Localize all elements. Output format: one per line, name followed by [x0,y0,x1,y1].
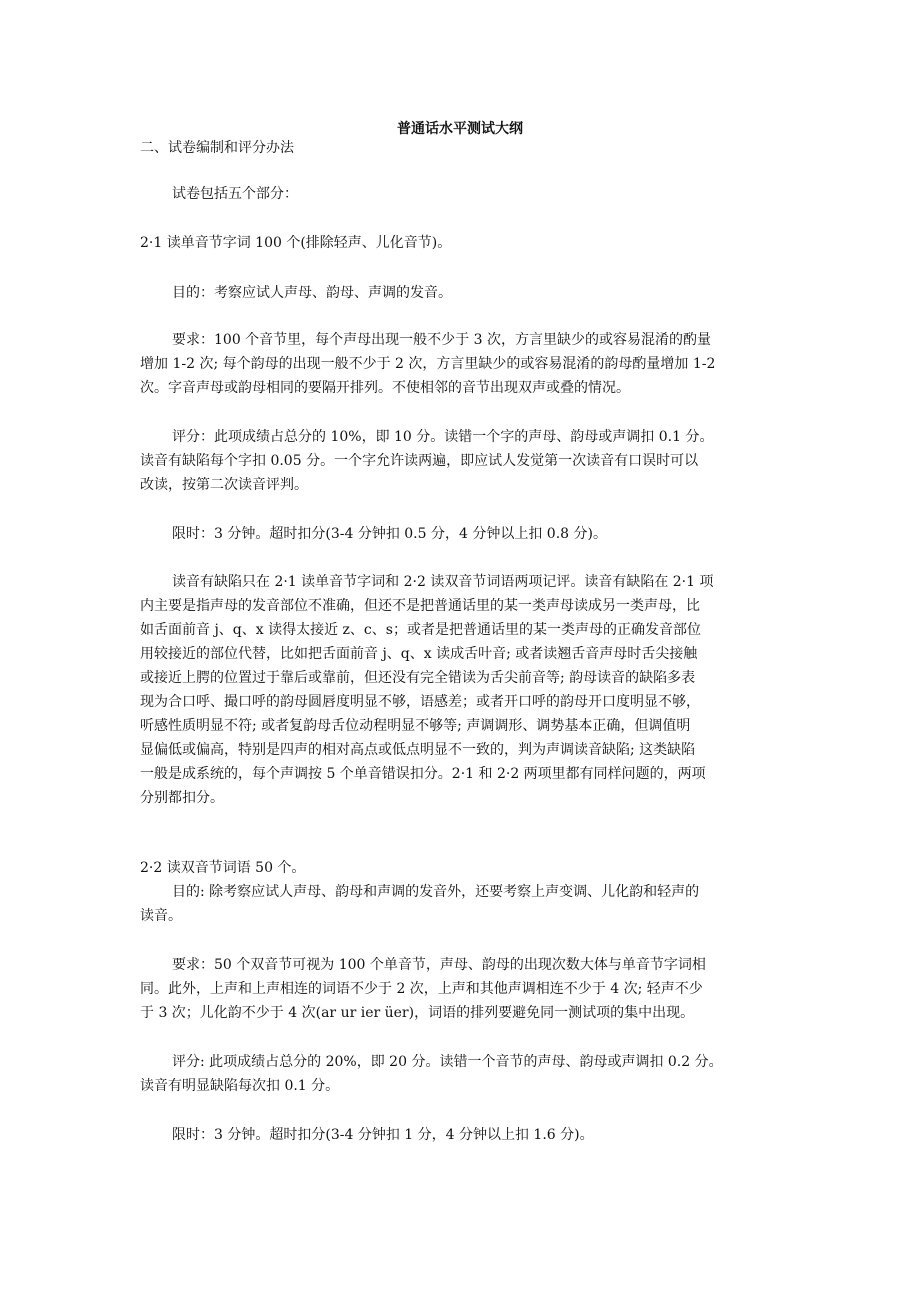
part2-scoring-line: 读音有明显缺陷每次扣 0.1 分。 [140,1078,340,1094]
part1-requirement-line: 次。字音声母或韵母相同的要隔开排列。不使相邻的音节出现双声或叠的情况。 [140,380,630,396]
part1-defect-line: 如舌面前音 j、q、x 读得太接近 z、c、s；或者是把普通话里的某一类声母的正确发音部位 [140,622,701,638]
part2-heading: 2·2 读双音节词语 50 个。 [140,860,306,876]
part2-time-limit: 限时：3 分钟。超时扣分(3-4 分钟扣 1 分，4 分钟以上扣 1.6 分)。 [172,1127,594,1143]
part2-purpose-line: 目的: 除考察应试人声母、韵母和声调的发音外，还要考察上声变调、儿化韵和轻声的 [172,884,700,900]
part1-requirement-line: 增加 1-2 次; 每个韵母的出现一般不少于 2 次，方言里缺少的或容易混淆的韵母酌量增加 1-2 [140,356,716,372]
part2-requirement-line: 同。此外，上声和上声相连的词语不少于 2 次，上声和其他声调相连不少于 4 次; 轻声不少 [140,981,703,997]
part1-scoring-line: 改读，按第二次读音评判。 [140,477,308,493]
part1-defect-line: 或接近上腭的位置过于靠后或靠前，但还没有完全错读为舌尖前音等; 韵母读音的缺陷多表 [140,670,696,686]
part1-defect-line: 显偏低或偏高，特别是四声的相对高点或低点明显不一致的，判为声调读音缺陷; 这类缺陷 [140,742,696,758]
intro-paragraph: 试卷包括五个部分： [172,186,298,202]
part1-defect-line: 用较接近的部位代替，比如把舌面前音 j、q、x 读成舌叶音; 或者读翘舌音声母时舌尖接触 [140,646,698,662]
part1-scoring-line: 评分：此项成绩占总分的 10%，即 10 分。读错一个字的声母、韵母或声调扣 0.1 分。 [172,429,714,445]
part2-scoring-line: 评分: 此项成绩占总分的 20%，即 20 分。读错一个音节的声母、韵母或声调扣 0.2 分。 [172,1054,723,1070]
part1-defect-line: 现为合口呼、撮口呼的韵母圆唇度明显不够，语感差；或者开口呼的韵母开口度明显不够， [140,694,700,710]
part1-defect-line: 内主要是指声母的发音部位不准确，但还不是把普通话里的某一类声母读成另一类声母，比 [140,598,700,614]
part1-defect-line: 一般是成系统的，每个声调按 5 个单音错误扣分。2·1 和 2·2 两项里都有同样问题的，两项 [140,766,706,782]
part1-purpose: 目的：考察应试人声母、韵母、声调的发音。 [172,285,452,301]
part1-time-limit: 限时：3 分钟。超时扣分(3-4 分钟扣 0.5 分，4 分钟以上扣 0.8 分)。 [172,526,607,542]
part1-requirement-line: 要求：100 个音节里，每个声母出现一般不少于 3 次，方言里缺少的或容易混淆的酌量 [172,332,711,348]
part1-defect-line: 读音有缺陷只在 2·1 读单音节字词和 2·2 读双音节词语两项记评。读音有缺陷在 2·1 项 [172,574,714,590]
part1-defect-line: 听感性质明显不符; 或者复韵母舌位动程明显不够等; 声调调形、调势基本正确，但调值明 [140,718,691,734]
part1-defect-line: 分别都扣分。 [140,790,224,806]
part2-purpose-line: 读音。 [140,908,182,924]
doc-title: 普通话水平测试大纲 [397,121,523,137]
part2-requirement-line: 于 3 次；儿化韵不少于 4 次(ar ur ier üer)，词语的排列要避免同一测试项的集中出现。 [140,1005,695,1021]
part1-heading: 2·1 读单音节字词 100 个(排除轻声、儿化音节)。 [140,235,452,251]
part2-requirement-line: 要求：50 个双音节可视为 100 个单音节，声母、韵母的出现次数大体与单音节字词相 [172,957,706,973]
part1-scoring-line: 读音有缺陷每个字扣 0.05 分。一个字允许读两遍，即应试人发觉第一次读音有口误时可以 [140,453,699,469]
section-heading: 二、试卷编制和评分办法 [140,140,294,156]
